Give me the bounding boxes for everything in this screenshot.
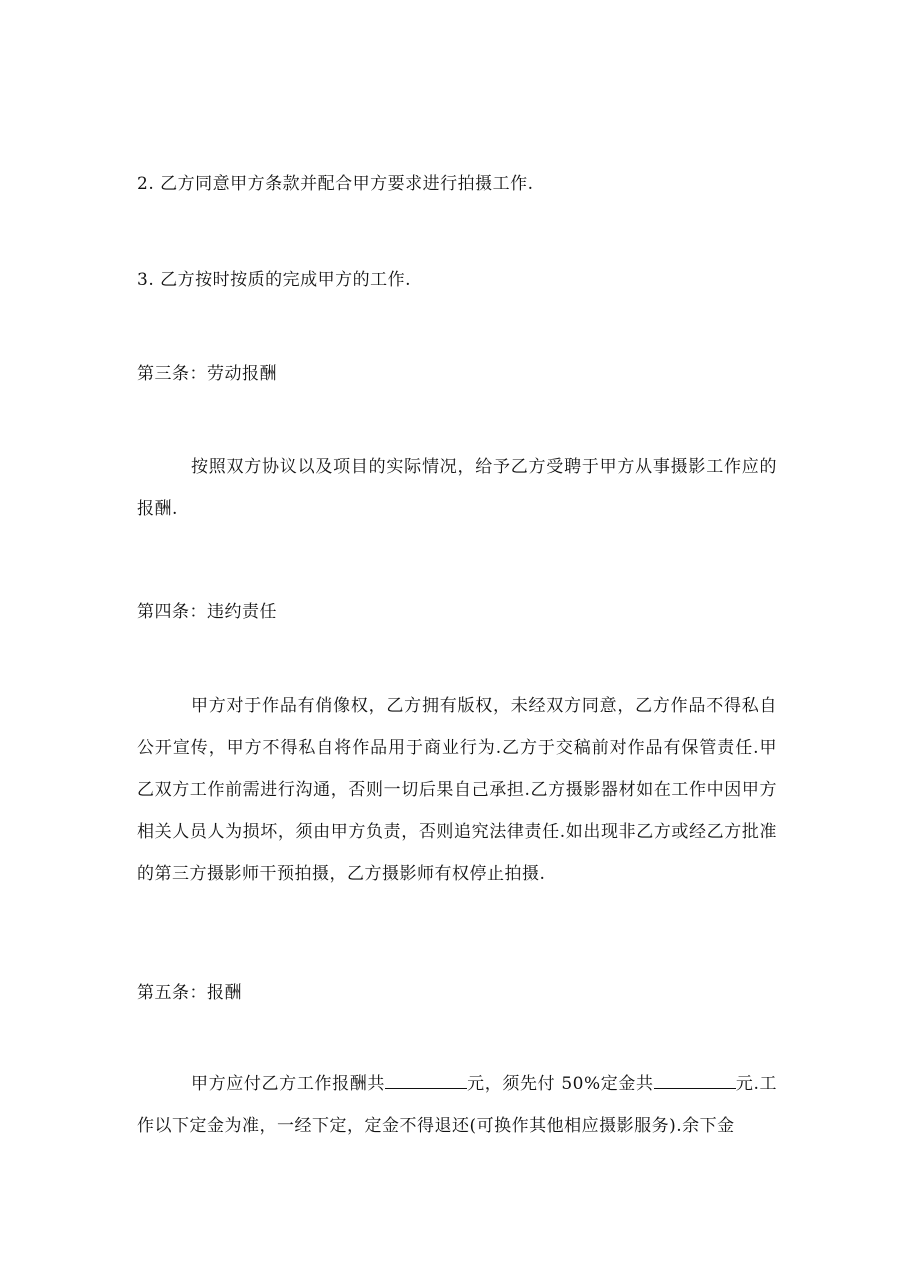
clause-item-3: 3. 乙方按时按质的完成甲方的工作. (137, 270, 412, 290)
article-3-heading: 第三条：劳动报酬 (137, 364, 277, 384)
clause-item-2: 2. 乙方同意甲方条款并配合甲方要求进行拍摄工作. (137, 174, 534, 194)
article-5-text-2: 元，须先付 50%定金共 (467, 1074, 654, 1094)
article-5-text-3: 元.工作以下定金为准，一经下定，定金不得退还(可换作其他相应摄影服务).余下金 (137, 1074, 777, 1136)
article-4-heading: 第四条：违约责任 (137, 602, 277, 622)
article-5-text-1: 甲方应付乙方工作报酬共 (191, 1074, 385, 1094)
deposit-amount-blank[interactable] (654, 1070, 736, 1089)
article-5-heading: 第五条：报酬 (137, 983, 242, 1003)
article-4-body: 甲方对于作品有俏像权，乙方拥有版权，未经双方同意，乙方作品不得私自公开宣传，甲方不得私自将作品用于商业行为.乙方于交稿前对作品有保管责任.甲乙双方工作前需进行沟通，否则一切后果自己承担.乙方摄影器材如在工作中因甲方相关人员人为损坏，须由甲方负责，否则追究法律责任.如出现非乙方或经乙方批准的第三方摄影师干预拍摄，乙方摄影师有权停止拍摄. (137, 696, 777, 884)
total-amount-blank[interactable] (385, 1070, 467, 1089)
article-3-body: 按照双方协议以及项目的实际情况，给予乙方受聘于甲方从事摄影工作应的报酬. (137, 457, 777, 519)
article-5-body (137, 1063, 777, 1147)
